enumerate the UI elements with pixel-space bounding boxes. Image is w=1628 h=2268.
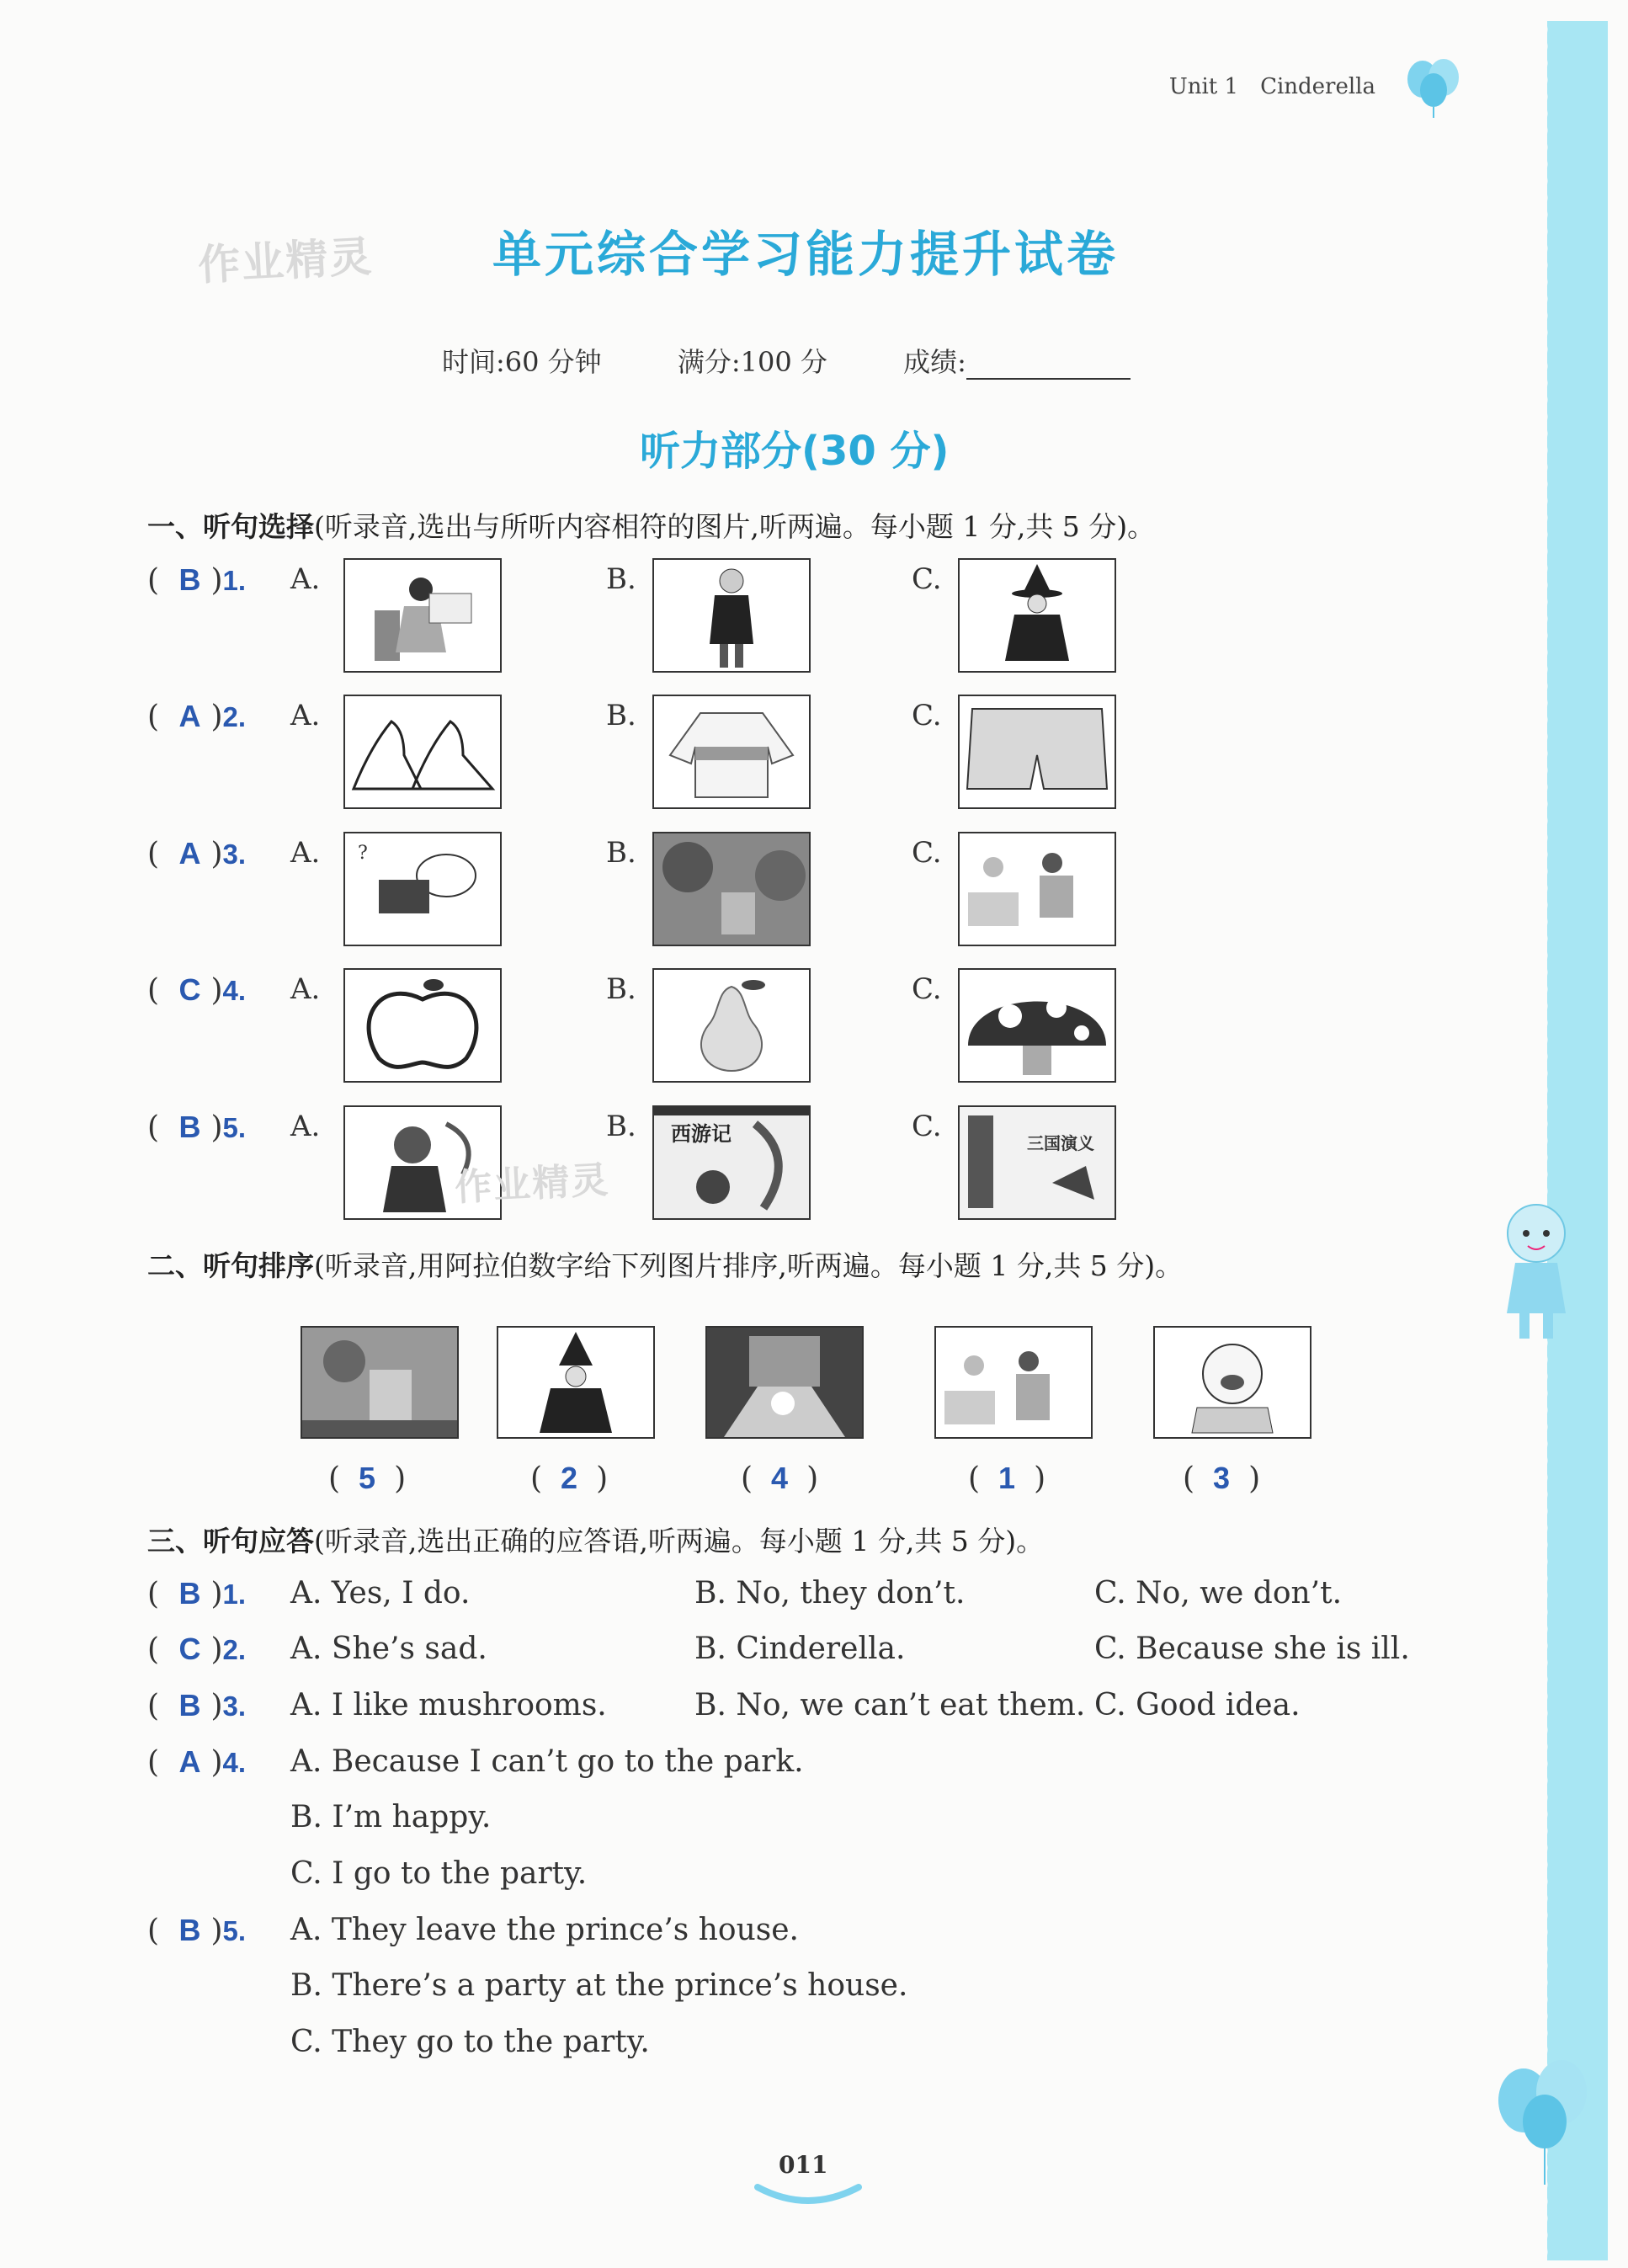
time-limit: 时间:60 分钟 (442, 346, 602, 378)
part1-heading: 一、听句选择(听录音,选出与所听内容相符的图片,听两遍。每小题 1 分,共 5 分)。 (147, 510, 1156, 543)
picture-shoes[interactable] (343, 695, 502, 809)
watermark-logo: 作业精灵 (196, 232, 375, 290)
svg-text:?: ? (358, 843, 368, 864)
picture-book-three-kingdoms[interactable] (958, 1105, 1116, 1220)
lesson-label: Cinderella (1260, 74, 1375, 99)
part2-heading: 二、听句排序(听录音,用阿拉伯数字给下列图片排序,听两遍。每小题 1 分,共 5 分)。 (147, 1249, 1184, 1282)
part3-q4-option-b: B. I’m happy. (290, 1800, 492, 1834)
sort-picture-4[interactable] (934, 1326, 1093, 1439)
picture-girl-reading[interactable] (343, 558, 502, 673)
answer: C (178, 972, 201, 1007)
picture-shorts[interactable] (958, 695, 1116, 809)
svg-text:三国演义: 三国演义 (1027, 1133, 1094, 1153)
picture-dog-question[interactable] (343, 832, 502, 946)
page-wave-decoration (753, 2180, 863, 2211)
answer: A (178, 1744, 201, 1779)
part3-question-2: ( C )2. A. She’s sad. B. Cinderella. C. Because she is ill. (147, 1632, 1410, 1667)
balloon-icon (1402, 52, 1469, 120)
watermark-logo: 作业精灵 (454, 1158, 611, 1210)
page-number: 011 (779, 2151, 828, 2179)
answer: A (178, 699, 201, 733)
part3-q4-option-c: C. I go to the party. (290, 1856, 588, 1891)
part3-question-3: ( B )3. A. I like mushrooms. B. No, we can’t eat them. C. Good idea. (147, 1688, 1301, 1723)
part3-heading: 三、听句应答(听录音,选出正确的应答语,听两遍。每小题 1 分,共 5 分)。 (147, 1525, 1045, 1557)
picture-prince[interactable] (652, 558, 811, 673)
full-score: 满分:100 分 (677, 346, 827, 378)
page-title: 单元综合学习能力提升试卷 (492, 226, 1120, 283)
answer: B (178, 562, 201, 597)
sort-answer-5: ( 3 ) (1183, 1461, 1261, 1496)
picture-witch[interactable] (958, 558, 1116, 673)
score-blank (966, 353, 1131, 380)
picture-people-room[interactable] (958, 832, 1116, 946)
picture-sweater[interactable] (652, 695, 811, 809)
sort-picture-3[interactable] (705, 1326, 864, 1439)
sort-answer-1: ( 5 ) (328, 1461, 407, 1496)
picture-book-journey-to-the-west[interactable] (652, 1105, 811, 1220)
answer: B (178, 1688, 201, 1722)
picture-mushroom[interactable] (958, 968, 1116, 1083)
svg-text:西游记: 西游记 (671, 1121, 732, 1146)
exam-meta (442, 341, 1198, 380)
girl-cartoon-icon (1486, 1195, 1587, 1347)
sort-picture-1[interactable] (301, 1326, 459, 1439)
sort-picture-5[interactable] (1153, 1326, 1311, 1439)
balloons-icon (1490, 2054, 1599, 2189)
answer: B (178, 1913, 201, 1947)
answer: C (178, 1632, 201, 1666)
decorative-side-band (1547, 21, 1608, 2260)
part3-question-4: ( A )4. A. Because I can’t go to the park. (147, 1744, 804, 1780)
answer: A (178, 836, 201, 870)
picture-apple[interactable] (343, 968, 502, 1083)
section-title: 听力部分(30 分) (640, 428, 950, 475)
picture-pear[interactable] (652, 968, 811, 1083)
sort-answer-3: ( 4 ) (741, 1461, 819, 1496)
sort-answer-4: ( 1 ) (968, 1461, 1046, 1496)
part3-question-1: ( B )1. A. Yes, I do. B. No, they don’t. C. No, we don’t. (147, 1576, 1343, 1611)
part3-q5-option-c: C. They go to the party. (290, 2025, 650, 2059)
page-header (1147, 74, 1375, 99)
answer: B (178, 1110, 201, 1144)
unit-label: Unit 1 (1168, 74, 1239, 99)
sort-answer-2: ( 2 ) (530, 1461, 609, 1496)
part3-question-5: ( B )5. A. They leave the prince’s house. (147, 1913, 799, 1948)
score-label: 成绩: (903, 346, 966, 378)
picture-forest-scene[interactable] (652, 832, 811, 946)
answer: B (178, 1576, 201, 1610)
part3-q5-option-b: B. There’s a party at the prince’s house. (290, 1968, 908, 2003)
sort-picture-2[interactable] (497, 1326, 655, 1439)
